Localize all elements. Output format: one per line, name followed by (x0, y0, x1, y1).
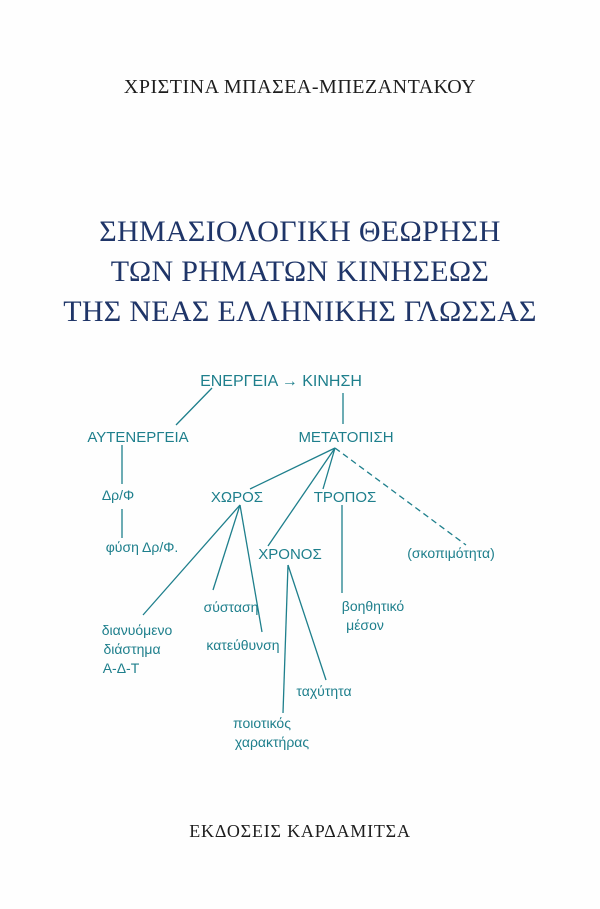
node-dianyomeno-line3: Α-Δ-Τ (102, 660, 140, 676)
node-voithitiko-line2: μέσον (346, 617, 384, 633)
node-kateythynsi: κατεύθυνση (206, 637, 280, 653)
publisher-name: ΕΚΔΟΣΕΙΣ ΚΑΡΔΑΜΙΤΣΑ (189, 821, 411, 841)
node-metatopisi: ΜΕΤΑΤΟΠΙΣΗ (298, 429, 394, 446)
node-root: ΕΝΕΡΓΕΙΑ → ΚΙΝΗΣΗ (200, 373, 362, 390)
node-poiotikos-line1: ποιοτικός (233, 715, 291, 731)
node-chronos: ΧΡΟΝΟΣ (258, 546, 322, 563)
title-line-3: ΤΗΣ ΝΕΑΣ ΕΛΛΗΝΙΚΗΣ ΓΛΩΣΣΑΣ (63, 295, 537, 328)
edge-chronos-tachytita (288, 565, 326, 680)
edge-metatopisi-tropos (323, 448, 335, 489)
node-dianyomeno-line1: διανυόμενο (101, 622, 173, 638)
title-line-2: ΤΩΝ ΡΗΜΑΤΩΝ ΚΙΝΗΣΕΩΣ (110, 255, 490, 288)
node-voithitiko-line1: βοηθητικό (341, 598, 405, 614)
author-name: ΧΡΙΣΤΙΝΑ ΜΠΑΣΕΑ-ΜΠΕΖΑΝΤΑΚΟΥ (123, 76, 477, 98)
node-tachytita: ταχύτητα (296, 683, 352, 699)
node-autoenergeia: ΑΥΤΕΝΕΡΓΕΙΑ (87, 429, 189, 446)
node-dianyomeno-line2: διάστημα (103, 641, 161, 657)
node-tropos: ΤΡΟΠΟΣ (313, 489, 377, 506)
title-line-1: ΣΗΜΑΣΙΟΛΟΓΙΚΗ ΘΕΩΡΗΣΗ (99, 215, 501, 248)
node-dr-f: Δρ/Φ (101, 487, 135, 503)
edge-root-autoenergeia (176, 388, 212, 425)
node-skopimotita: (σκοπιμότητα) (407, 545, 495, 561)
node-systasi: σύσταση (203, 599, 259, 615)
edge-metatopisi-choros (250, 448, 335, 489)
edge-choros-systasi (213, 505, 240, 590)
edge-chronos-poiotikos (283, 565, 288, 713)
node-poiotikos-line2: χαρακτήρας (234, 734, 310, 750)
node-fysi: φύση Δρ/Φ. (105, 539, 179, 555)
node-choros: ΧΩΡΟΣ (210, 489, 264, 506)
